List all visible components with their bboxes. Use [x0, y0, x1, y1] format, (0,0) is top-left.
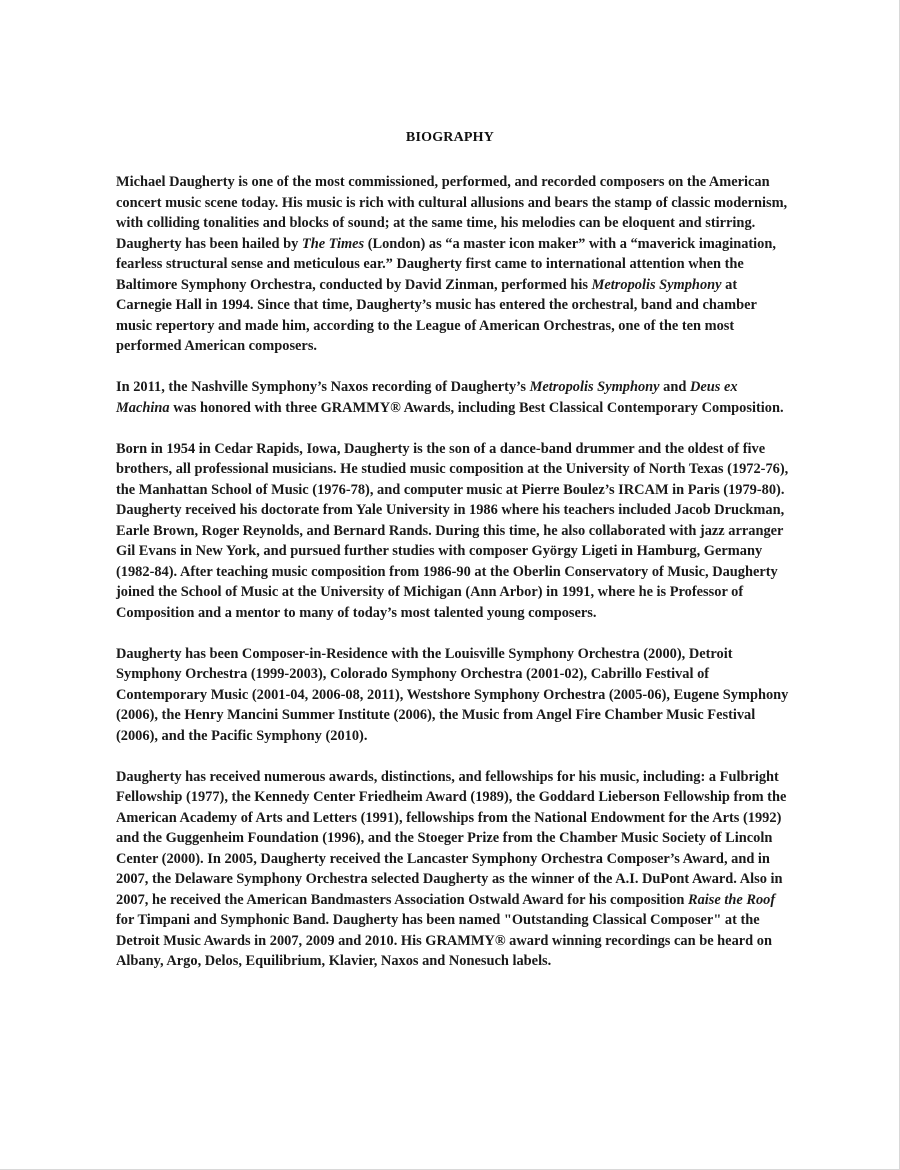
paragraph-text: Daugherty has been Composer-in-Residence with the Louisville Symphony Orchestra (2000), Detroit Symphony Orchestra (1999-2003), Colorado Symphony Orchestra (2001-02), Cabrillo Festival of Contemporary Music (2001-04, 2006-08, 2011), Westshore Symphony Orchestra (2005-06), Eugene Symphony (2006), the Henry Mancini Summer Institute (2006), the Music from Angel Fire Chamber Music Festival (2006), and the Pacific Symphony (2010). [116, 645, 789, 744]
document-body [116, 172, 792, 992]
italic-title: Metropolis Symphony [529, 379, 660, 395]
paragraph [116, 377, 792, 418]
paragraph-text: was honored with three GRAMMY® Awards, including Best Classical Contemporary Composition. [169, 399, 784, 416]
paragraph [116, 767, 792, 972]
paragraph-text: Daugherty has received numerous awards, distinctions, and fellowships for his music, including: a Fulbright Fellowship (1977), the Kennedy Center Friedheim Award (1989), the Goddard Lieberson Fellowship from the American Academy of Arts and Letters (1991), fellowships from the National Endowment for the Arts (1992) and the Guggenheim Foundation (1996), and the Stoeger Prize from the Chamber Music Society of Lincoln Center (2000). In 2005, Daugherty received the Lancaster Symphony Orchestra Composer’s Award, and in 2007, the Delaware Symphony Orchestra selected Daugherty as the winner of the A.I. DuPont Award. Also in 2007, he received the American Bandmasters Association Ostwald Award for his composition [116, 768, 787, 908]
paragraph-text: Michael Daugherty is one of the most commissioned, performed, and recorded composers on the American concert music scene today. His music is rich with cultural allusions and bears the stamp of classic modernism, with colliding tonalities and blocks of sound; at the same time, his melodies can be eloquent and stirring. Daugherty has been hailed by [116, 174, 788, 252]
paragraph [116, 172, 792, 357]
page-title: BIOGRAPHY [405, 130, 495, 145]
paragraph [116, 644, 792, 747]
paragraph-text: (London) as “a master icon maker” with a “maverick imagination, fearless structural sense and meticulous ear.” Daugherty first came to international attention when the Baltimore Symphony Orchestra, conducted by David Zinman, performed his [116, 235, 776, 293]
italic-title: Raise the Roof [688, 891, 776, 908]
italic-title: The Times [301, 235, 365, 252]
italic-title: Metropolis Symphony [591, 276, 722, 293]
paragraph-text: In 2011, the Nashville Symphony’s Naxos recording of Daugherty’s [116, 379, 530, 395]
paragraph-text: and [659, 379, 690, 395]
paragraph-text: for Timpani and Symphonic Band. Daugherty has been named "Outstanding Classical Composer" at the Detroit Music Awards in 2007, 2009 and 2010. His GRAMMY® award winning recordings can be heard on Albany, Argo, Delos, Equilibrium, Klavier, Naxos and Nonesuch labels. [116, 912, 772, 969]
paragraph [116, 439, 792, 624]
paragraph-text: Born in 1954 in Cedar Rapids, Iowa, Daugherty is the son of a dance-band drummer and the oldest of five brothers, all professional musicians. He studied music composition at the University of North Texas (1972-76), the Manhattan School of Music (1976-78), and computer music at Pierre Boulez’s IRCAM in Paris (1979-80). Daugherty received his doctorate from Yale University in 1986 where his teachers included Jacob Druckman, Earle Brown, Roger Reynolds, and Bernard Rands. During this time, he also collaborated with jazz arranger Gil Evans in New York, and pursued further studies with composer György Ligeti in Hamburg, Germany (1982-84). After teaching music composition from 1986-90 at the Oberlin Conservatory of Music, Daugherty joined the School of Music at the University of Michigan (Ann Arbor) in 1991, where he is Professor of Composition and a mentor to many of today’s most talented young composers. [116, 440, 789, 621]
italic-title: Deus ex Machina [116, 379, 738, 416]
paragraph-text: at Carnegie Hall in 1994. Since that time, Daugherty’s music has entered the orchestral, band and chamber music repertory and made him, according to the League of American Orchestras, one of the ten most performed American composers. [116, 276, 757, 354]
